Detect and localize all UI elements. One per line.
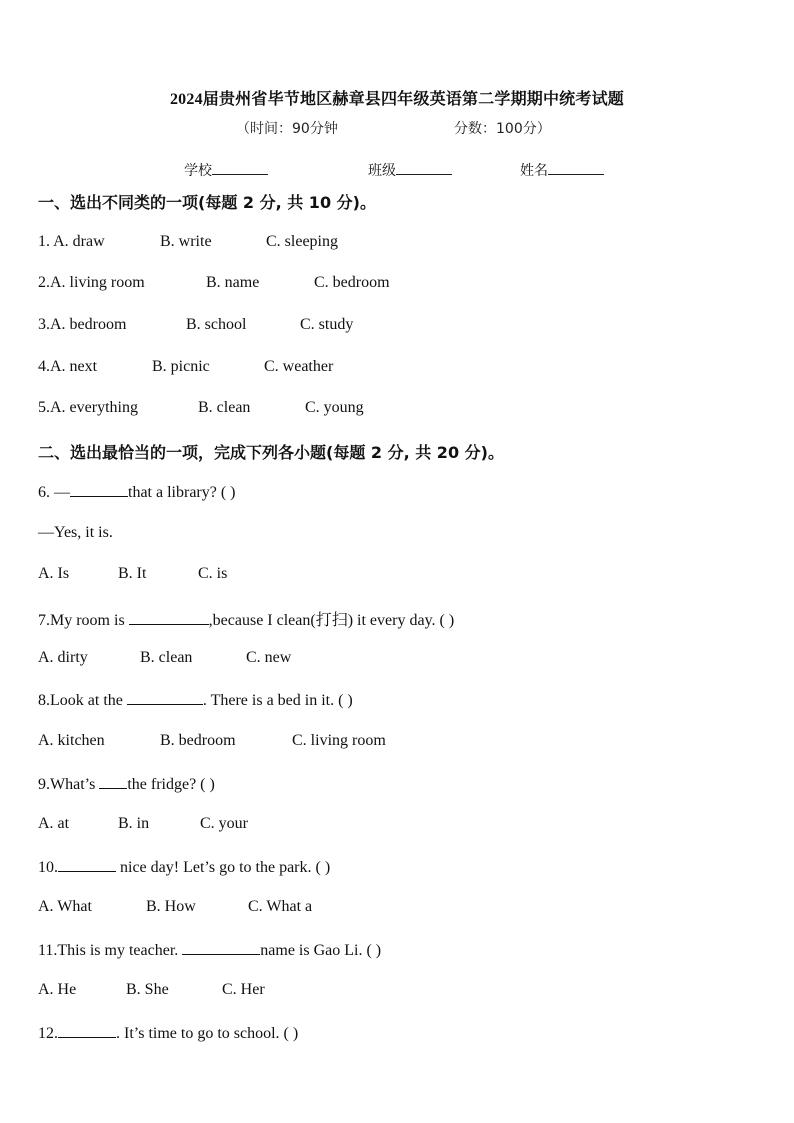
question-stem-end: ,because I clean(打扫) it every day. ( ) [208, 612, 455, 629]
option-b[interactable]: B. How [146, 898, 196, 915]
question-7 [38, 607, 454, 630]
question-12 [38, 1023, 298, 1043]
option-b[interactable]: B. write [160, 233, 212, 250]
question-number: 1. [38, 233, 54, 250]
option-b[interactable]: B. school [186, 316, 247, 333]
section-1-heading: 一、选出不同类的一项(每题 2 分, 共 10 分)。 [38, 193, 376, 212]
question-stem: 7.My room is [38, 612, 129, 629]
answer-blank[interactable] [127, 690, 203, 705]
option-a[interactable]: A. living room [50, 274, 145, 291]
question-stem-end: the fridge? ( ) [127, 776, 215, 793]
class-field [368, 160, 452, 180]
school-field [184, 160, 268, 180]
question-number: 4. [38, 358, 50, 375]
option-a[interactable]: A. next [50, 358, 98, 375]
section-2-heading: 二、选出最恰当的一项，完成下列各小题(每题 2 分, 共 20 分)。 [38, 443, 504, 462]
question-1 [38, 233, 338, 251]
option-c[interactable]: C. sleeping [266, 233, 338, 250]
question-10 [38, 857, 330, 877]
question-stem: 9.What’s [38, 776, 100, 793]
question-8-options [38, 732, 386, 750]
question-number: 2. [38, 274, 50, 291]
question-stem-end: name is Gao Li. ( ) [260, 942, 382, 959]
option-b[interactable]: B. name [206, 274, 260, 291]
question-11-options [38, 981, 265, 999]
answer-blank[interactable] [70, 482, 128, 497]
exam-meta [236, 118, 551, 138]
answer-blank[interactable] [129, 610, 209, 625]
option-a[interactable]: A. draw [53, 233, 105, 250]
exam-title: 2024届贵州省毕节地区赫章县四年级英语第二学期期中统考试题 [169, 91, 624, 108]
question-stem-end: . It’s time to go to school. ( ) [116, 1025, 299, 1042]
answer-blank[interactable] [99, 774, 127, 789]
question-stem-end: that a library? ( ) [128, 484, 236, 501]
option-b[interactable]: B. She [126, 981, 169, 998]
option-c[interactable]: C. Her [222, 981, 265, 998]
school-blank[interactable] [212, 160, 268, 175]
option-a[interactable]: A. kitchen [38, 732, 105, 749]
option-c[interactable]: C. new [246, 649, 292, 666]
option-b[interactable]: B. picnic [152, 358, 210, 375]
option-c[interactable]: C. weather [264, 358, 334, 375]
name-field [520, 160, 604, 180]
option-c[interactable]: C. What a [248, 898, 313, 915]
option-a[interactable]: A. What [38, 898, 92, 915]
answer-blank[interactable] [58, 857, 116, 872]
question-10-options [38, 898, 313, 916]
question-2 [38, 274, 390, 292]
name-label: 姓名 [520, 163, 548, 179]
option-c[interactable]: C. young [305, 399, 364, 416]
option-a[interactable]: A. bedroom [50, 316, 127, 333]
option-a[interactable]: A. He [38, 981, 77, 998]
option-b[interactable]: B. It [118, 565, 147, 582]
option-b[interactable]: B. clean [198, 399, 251, 416]
option-c[interactable]: C. is [198, 565, 228, 582]
option-b[interactable]: B. clean [140, 649, 193, 666]
option-c[interactable]: C. bedroom [314, 274, 390, 291]
question-stem: 6. — [38, 484, 70, 501]
school-label: 学校 [184, 163, 212, 179]
class-blank[interactable] [396, 160, 452, 175]
question-stem: 12. [38, 1025, 58, 1042]
option-a[interactable]: A. at [38, 815, 70, 832]
question-5 [38, 399, 364, 417]
option-c[interactable]: C. living room [292, 732, 386, 749]
question-number: 5. [38, 399, 50, 416]
question-9-options [38, 815, 248, 833]
question-11 [38, 940, 381, 960]
answer-blank[interactable] [182, 940, 260, 955]
question-stem-end: . There is a bed in it. ( ) [202, 692, 353, 709]
question-6-reply: —Yes, it is. [38, 524, 113, 541]
option-a[interactable]: A. Is [38, 565, 70, 582]
answer-blank[interactable] [58, 1023, 116, 1038]
option-b[interactable]: B. in [118, 815, 150, 832]
exam-time: （时间：90分钟 [236, 121, 338, 137]
question-7-options [38, 649, 292, 667]
question-9 [38, 774, 215, 794]
option-a[interactable]: A. dirty [38, 649, 88, 666]
question-stem: 11.This is my teacher. [38, 942, 183, 959]
option-b[interactable]: B. bedroom [160, 732, 236, 749]
question-6-options [38, 565, 228, 583]
question-4 [38, 358, 334, 376]
name-blank[interactable] [548, 160, 604, 175]
option-c[interactable]: C. your [200, 815, 248, 832]
option-a[interactable]: A. everything [50, 399, 138, 416]
question-8 [38, 690, 353, 710]
question-stem: 10. [38, 859, 58, 876]
question-stem-end: nice day! Let’s go to the park. ( ) [116, 859, 331, 876]
exam-score: 分数：100分） [454, 121, 551, 137]
question-stem: 8.Look at the [38, 692, 127, 709]
question-6 [38, 482, 236, 502]
class-label: 班级 [368, 163, 396, 179]
question-3 [38, 316, 354, 334]
option-c[interactable]: C. study [300, 316, 354, 333]
question-number: 3. [38, 316, 50, 333]
